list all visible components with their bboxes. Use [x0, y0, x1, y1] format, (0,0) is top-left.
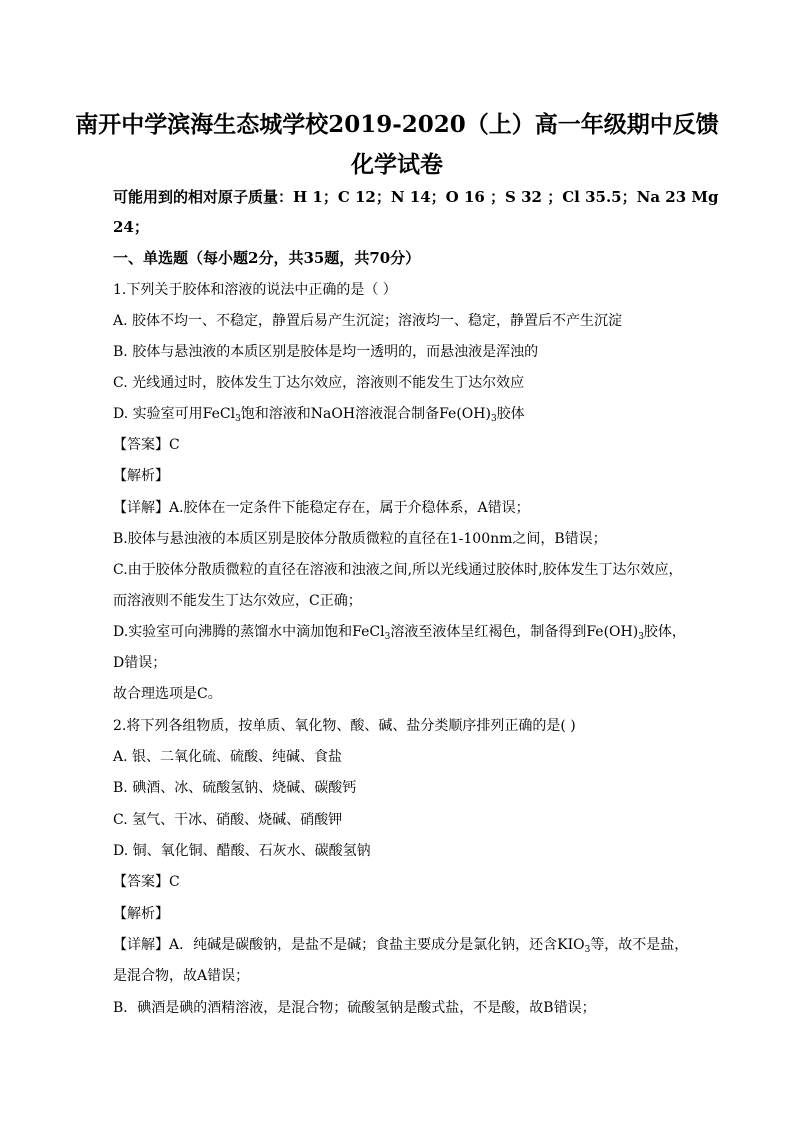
q1-detail-line-4: 而溶液则不能发生丁达尔效应，C正确； — [113, 593, 362, 609]
q1-option-d-part-3: 胶体 — [496, 406, 525, 422]
q2-option-c: C. 氢气、干冰、硝酸、烧碱、硝酸钾 — [113, 812, 343, 828]
q1-option-d — [113, 405, 525, 423]
document-title: 南开中学滨海生态城学校2019-2020（上）高一年级期中反馈 — [75, 111, 719, 138]
q2-detail-1-part-2: 等，故不是盐， — [590, 937, 689, 953]
q2-detail-line-2: 是混合物，故A错误； — [113, 968, 250, 984]
q1-answer: 【答案】C — [113, 437, 180, 453]
atomic-masses-line-1: 可能用到的相对原子质量：H 1；C 12；N 14；O 16 ；S 32 ；Cl 35.5；Na 23 Mg — [113, 188, 719, 206]
q1-conclusion: 故合理选项是C。 — [113, 686, 222, 702]
q2-detail-line-1 — [113, 936, 688, 954]
q2-detail-line-3: B．碘酒是碘的酒精溶液，是混合物；硫酸氢钠是酸式盐，不是酸，故B错误； — [113, 1000, 596, 1016]
q1-option-d-sub-1: 3 — [235, 414, 241, 424]
q1-detail-5-sub-1: 3 — [384, 632, 391, 642]
q1-analysis-label: 【解析】 — [113, 468, 169, 484]
q2-answer: 【答案】C — [113, 874, 180, 890]
q1-detail-line-6: D错误； — [113, 655, 167, 671]
atomic-masses-line-2: 24； — [113, 218, 149, 236]
q1-option-a: A. 胶体不均一、不稳定，静置后易产生沉淀；溶液均一、稳定，静置后不产生沉淀 — [113, 313, 623, 329]
q1-option-d-sub-2: 3 — [490, 414, 497, 424]
section-heading: 一、单选题（每小题2分，共35题，共70分） — [113, 249, 421, 267]
q1-detail-5-part-1: D.实验室可向沸腾的蒸馏水中滴加饱和FeCl — [113, 624, 385, 640]
q1-detail-line-1: 【详解】A.胶体在一定条件下能稳定存在，属于介稳体系，A错误； — [113, 500, 530, 516]
q2-option-b: B. 碘酒、冰、硫酸氢钠、烧碱、碳酸钙 — [113, 780, 357, 796]
document-subtitle: 化学试卷 — [351, 151, 443, 178]
q2-option-d: D. 铜、氧化铜、醋酸、石灰水、碳酸氢钠 — [113, 843, 371, 859]
q1-detail-5-part-3: 胶体， — [643, 624, 686, 640]
q1-option-d-part-2: 饱和溶液和NaOH溶液混合制备Fe(OH) — [240, 406, 491, 422]
q1-detail-line-3: C.由于胶体分散质微粒的直径在溶液和浊液之间,所以光线通过胶体时,胶体发生丁达尔效应， — [113, 562, 683, 578]
q2-analysis-label: 【解析】 — [113, 906, 169, 922]
q2-detail-1-sub: 3 — [584, 945, 591, 955]
q2-stem: 2.将下列各组物质，按单质、氧化物、酸、碱、盐分类顺序排列正确的是( ) — [113, 718, 576, 734]
q1-detail-line-5 — [113, 623, 686, 641]
q1-option-d-part-1: D. 实验室可用FeCl — [113, 406, 236, 422]
q1-option-b: B. 胶体与悬浊液的本质区别是胶体是均一透明的，而悬浊液是浑浊的 — [113, 344, 539, 360]
q1-detail-line-2: B.胶体与悬浊液的本质区别是胶体分散质微粒的直径在1-100nm之间，B错误； — [113, 531, 607, 547]
q1-detail-5-sub-2: 3 — [638, 632, 644, 642]
q1-detail-5-part-2: 溶液至液体呈红褐色，制备得到Fe(OH) — [390, 624, 639, 640]
q1-stem: 1.下列关于胶体和溶液的说法中正确的是（ ） — [113, 282, 397, 298]
q2-detail-1-part-1: 【详解】A．纯碱是碳酸钠，是盐不是碱；食盐主要成分是氯化钠，还含KIO — [113, 937, 585, 953]
q2-option-a: A. 银、二氧化硫、硫酸、纯碱、食盐 — [113, 749, 343, 765]
q1-option-c: C. 光线通过时，胶体发生丁达尔效应，溶液则不能发生丁达尔效应 — [113, 375, 525, 391]
